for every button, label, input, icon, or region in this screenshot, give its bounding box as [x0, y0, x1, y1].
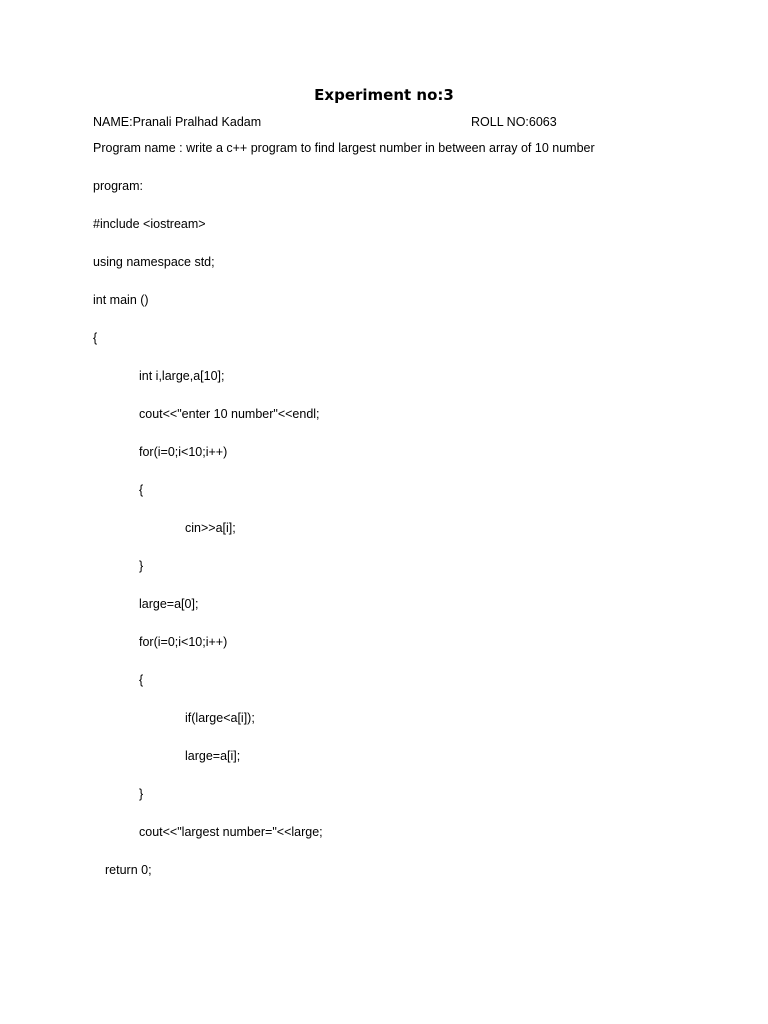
code-line: {	[93, 331, 98, 345]
code-line: large=a[0];	[139, 597, 199, 611]
code-line: cin>>a[i];	[185, 521, 236, 535]
code-line: {	[139, 673, 144, 687]
code-line: }	[139, 787, 144, 801]
code-line: large=a[i];	[185, 749, 241, 763]
program-name: Program name : write a c++ program to find largest number in between array of 10 number	[93, 141, 595, 155]
code-line: int main ()	[93, 293, 149, 307]
program-label: program:	[93, 179, 144, 193]
code-line: }	[139, 559, 144, 573]
student-name: NAME:Pranali Pralhad Kadam	[93, 115, 262, 129]
code-line: cout<<"largest number="<<large;	[139, 825, 323, 839]
code-line: int i,large,a[10];	[139, 369, 225, 383]
code-line: cout<<"enter 10 number"<<endl;	[139, 407, 320, 421]
code-line: #include <iostream>	[93, 217, 206, 231]
code-line: {	[139, 483, 144, 497]
code-line: if(large<a[i]);	[185, 711, 255, 725]
code-line: return 0;	[105, 863, 152, 877]
code-line: using namespace std;	[93, 255, 215, 269]
page-title: Experiment no:3	[314, 86, 454, 104]
code-line: for(i=0;i<10;i++)	[139, 445, 228, 459]
code-line: for(i=0;i<10;i++)	[139, 635, 228, 649]
roll-number: ROLL NO:6063	[471, 115, 557, 129]
